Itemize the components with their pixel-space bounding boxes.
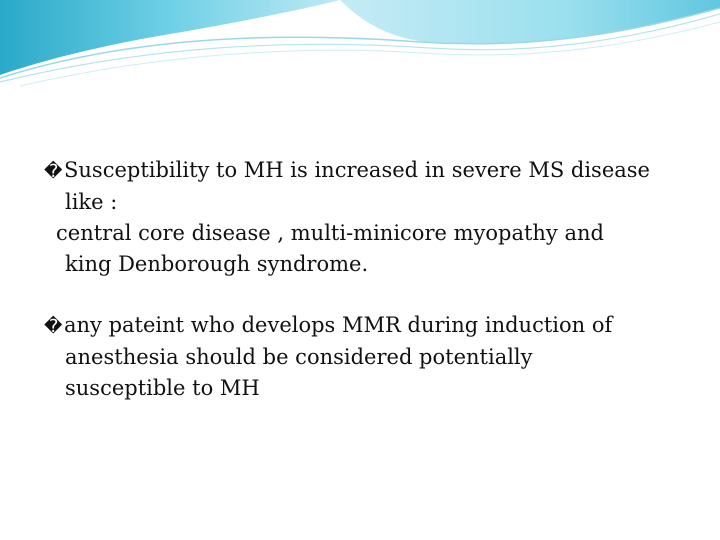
bullet-icon: � [44,316,63,337]
bullet-icon: � [44,161,63,182]
wave-header-decoration [0,0,720,90]
paragraph-1-line-2: like : [65,190,118,214]
paragraph-1-line-4: king Denborough syndrome. [65,252,369,276]
paragraph-1-line-1 [44,155,694,187]
bullet-paragraph-1 [44,155,694,280]
paragraph-2-line-3: susceptible to MH [65,376,260,400]
slide-content [44,155,694,434]
bullet-paragraph-2 [44,310,694,404]
paragraph-1-text-line-1: Susceptibility to MH is increased in severe MS disease [64,158,650,182]
paragraph-2-text-line-1: any pateint who develops MMR during induction of [64,313,613,337]
paragraph-2-line-2: anesthesia should be considered potentially [65,345,533,369]
paragraph-1-line-3: central core disease , multi-minicore myopathy and [56,221,604,245]
paragraph-2-line-1 [44,310,694,342]
